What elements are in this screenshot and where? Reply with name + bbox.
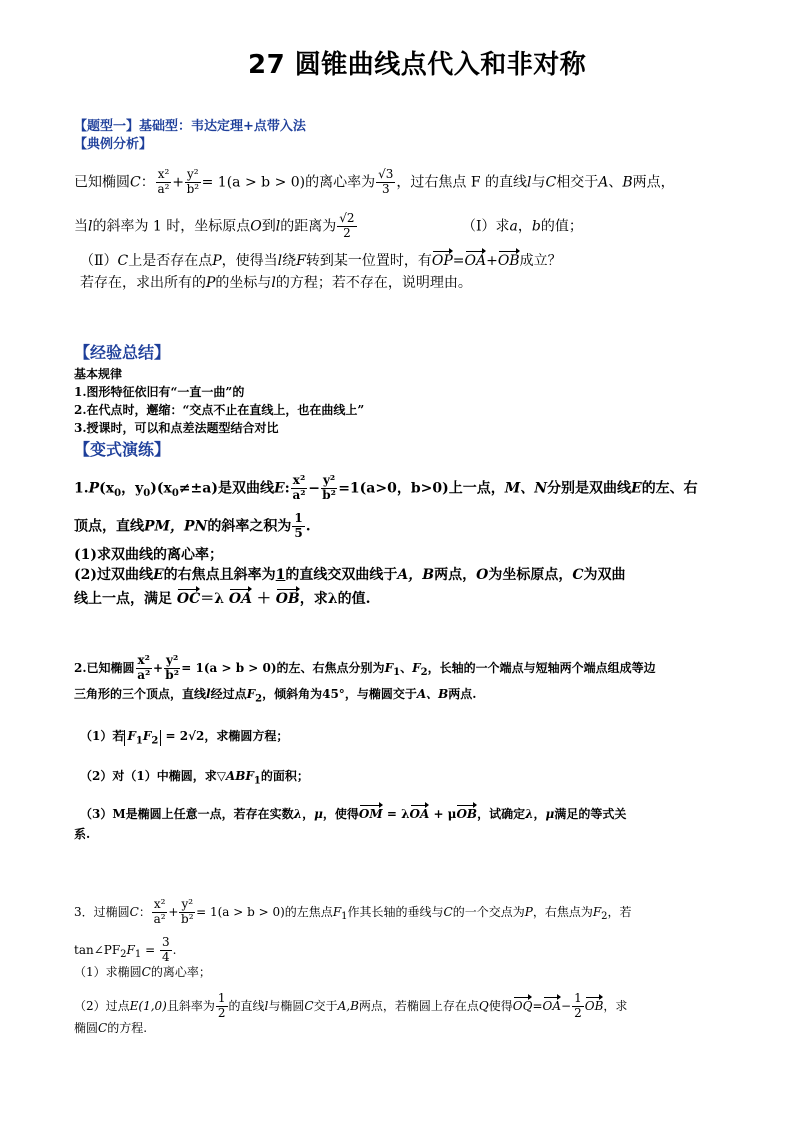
question-2-sub-1: （1）若 $F_1F_2 = 2√2$，求椭圆方程； [80,729,289,747]
question-1-line-1: $1.P(x_0$，$y_0)(x_0\ne\pm a)$是双曲线E: $\frac{\text{x²}}{\text{a²}}$ − $\frac{\text{y²}}{\text{b²}}$ =1(a>0，b>0)上一点，M、N分别是双曲线E的左、右 [74,473,698,502]
vector-oc: OC [176,591,201,607]
vector-oa-q2: OA [409,807,430,821]
question-3-line-2: $\tan\angle PF_2F_1$ = $\frac{3}{4}$ . [74,935,177,964]
question-1-sub-2-cont: 线上一点，满足 OC＝λ OA ＋ OB，求λ的值. [74,591,371,607]
vector-oa-q3: OA [542,998,562,1013]
section-subheading-example: 【典例分析】 [74,137,153,152]
vector-ob-q1: OB [275,591,300,607]
vector-ob-q3: OB [584,998,604,1013]
vector-oa-q1: OA [228,591,252,607]
vector-op: OP [431,253,453,269]
question-3-sub-2-cont: 椭圆C的方程. [74,1021,148,1035]
slope-product-fraction: $\frac{1}{5}$ [294,511,303,540]
summary-item-1: 1.图形特征依旧有“一直一曲”的 [74,385,245,399]
question-3-sub-2: （2）过点E(1,0)且斜率为 $\frac{1}{2}$ 的直线l与椭圆C交于A,B两点，若椭圆上存在点Q使得OQ=OA− $\frac{1}{2}$ OB，求 [74,991,628,1020]
section-heading-summary: 【经验总结】 [74,343,171,362]
page-title: 27 圆锥曲线点代入和非对称 [248,50,587,80]
question-2-sub-2: （2）对（1）中椭圆，求$▽ABF_1$的面积； [80,769,309,787]
tan-fraction: $\frac{3}{4}$ [161,935,170,964]
problem-line-2: 当l的斜率为 1 时，坐标原点O到l的距离为 $\frac{√2}{2}$ （I）求a，b的值； [74,211,583,240]
summary-item-3: 3.授课时，可以和点差法题型结合对比 [74,421,279,435]
problem-line-3: （Ⅱ）C上是否存在点P，使得当l绕F转到某一位置时，有OP=OA+OB成立？ [80,253,562,269]
distance-fraction: $\frac{√2}{2}$ [339,211,355,240]
question-1-sub-1: (1)求双曲线的离心率； [74,547,223,563]
question-1-line-2: 顶点，直线PM，PN的斜率之积为 $\frac{1}{5}$ . [74,511,311,540]
section-heading-variants: 【变式演练】 [74,440,171,459]
question-1-sub-2: (2)过双曲线E的右焦点且斜率为1的直线交双曲线于A，B两点，O为坐标原点，C为双曲 [74,567,626,583]
vector-om: OM [358,807,383,821]
vector-ob-q2: OB [456,807,478,821]
question-2-sub-3-cont: 系. [74,827,91,841]
question-3-sub-1: （1）求椭圆C的离心率； [74,965,211,979]
problem-line-1: 已知椭圆C： $\frac{\text{x²}}{\text{a²}}$ + $\frac{\text{y²}}{\text{b²}}$ = 1(a > b > 0)的离心率为 $\frac{√3}{3}$ ，过右焦点 F 的直线l与C相交于A、B两点， [74,167,675,196]
question-2-line-1: 2.已知椭圆 $\frac{\text{x²}}{\text{a²}}$ + $\frac{\text{y²}}{\text{b²}}$ = 1(a > b > 0)的左、右焦点分别为$F_1$、$F_2$，长轴的一个端点与短轴两个端点组成等边 [74,653,656,682]
question-2-line-2: 三角形的三个顶点，直线l经过点$F_2$，倾斜角为45°，与椭圆交于A、B两点. [74,687,477,705]
vector-oa: OA [464,253,487,269]
section-heading-type1: 【题型一】基础型：韦达定理+点带入法 [74,119,306,134]
problem-line-4: 若存在，求出所有的P的坐标与l的方程；若不存在，说明理由。 [80,275,472,291]
vector-oq: OQ [512,998,533,1013]
vector-ob: OB [497,253,520,269]
summary-item-2: 2.在代点时，邂缩：“交点不止在直线上，也在曲线上” [74,403,365,417]
summary-item-0: 基本规律 [74,367,123,381]
question-2-sub-3: （3）M是椭圆上任意一点，若存在实数λ，μ，使得OM = λOA + μOB，试确定λ，μ满足的等式关 [80,807,627,821]
question-3-line-1: 3．过椭圆C： $\frac{\text{x²}}{\text{a²}}$ + $\frac{\text{y²}}{\text{b²}}$ = 1(a > b > 0)的左焦点$F_1$作其长轴的垂线与C的一个交点为P，右焦点为$F_2$，若 [74,897,632,926]
eccentricity-fraction: $\frac{√3}{3}$ [378,167,394,196]
